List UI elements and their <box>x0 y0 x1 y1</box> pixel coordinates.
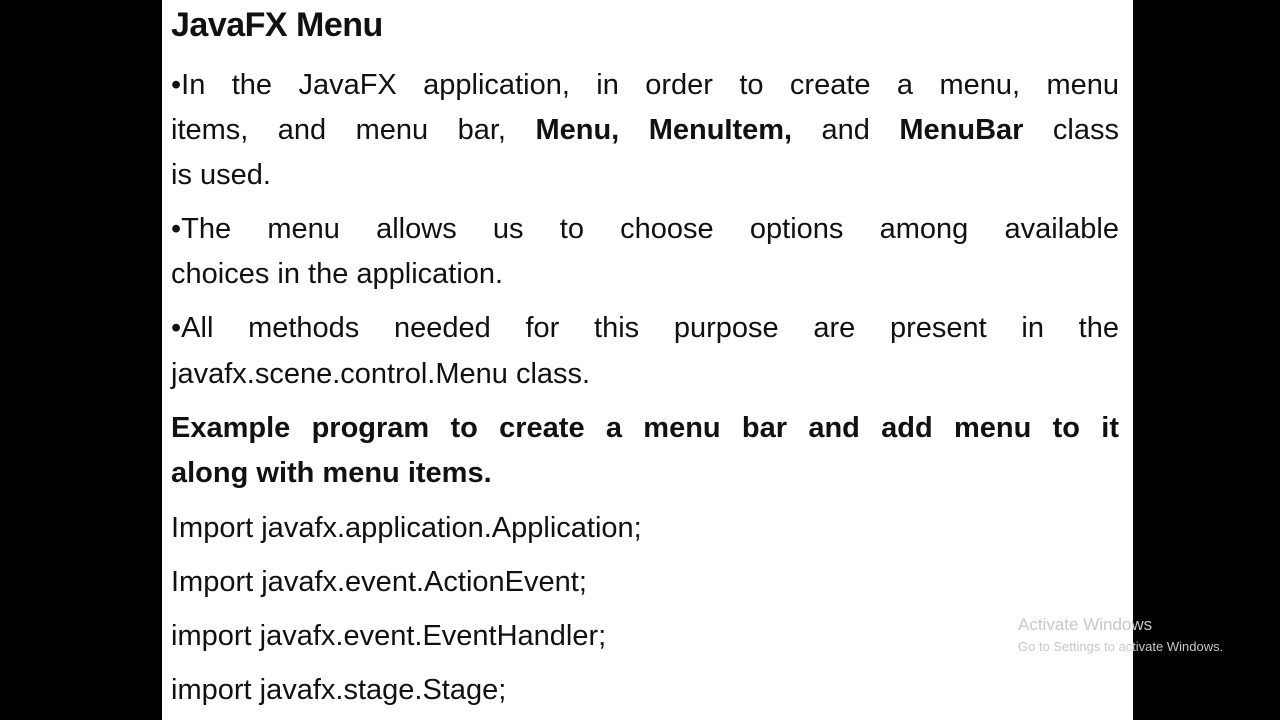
paragraph-2-line-2: choices in the application. <box>171 258 504 290</box>
paragraph-1-line-1: •In the JavaFX application, in order to create a menu, menu <box>171 69 1119 101</box>
code-line: import javafx.event.EventHandler; <box>171 620 607 652</box>
paragraph-2-line-1: •The menu allows us to choose options among available <box>171 213 1119 245</box>
paragraph-1-line-3: is used. <box>171 159 271 191</box>
example-heading-line-1: Example program to create a menu bar and add menu to it <box>171 412 1119 444</box>
class-menuitem: MenuItem, <box>648 114 793 146</box>
text: class <box>1052 114 1119 146</box>
text: and <box>821 114 870 146</box>
code-line: Import javafx.application.Application; <box>171 512 642 544</box>
slide <box>162 0 1133 720</box>
class-menu: Menu, <box>535 114 620 146</box>
slide-title: JavaFX Menu <box>171 6 383 44</box>
class-menubar: MenuBar <box>899 114 1024 146</box>
activate-windows-subtitle: Go to Settings to activate Windows. <box>1018 639 1224 654</box>
paragraph-3-line-2: javafx.scene.control.Menu class. <box>171 358 591 390</box>
code-line: Import javafx.event.ActionEvent; <box>171 566 587 598</box>
paragraph-1-line-2 <box>171 112 1119 148</box>
activate-windows-title: Activate Windows <box>1018 615 1153 634</box>
paragraph-3-line-1: •All methods needed for this purpose are present in the <box>171 312 1119 344</box>
example-heading-line-2: along with menu items. <box>171 457 492 489</box>
text: items, and menu bar, <box>171 114 506 146</box>
code-line: import javafx.stage.Stage; <box>171 674 507 706</box>
